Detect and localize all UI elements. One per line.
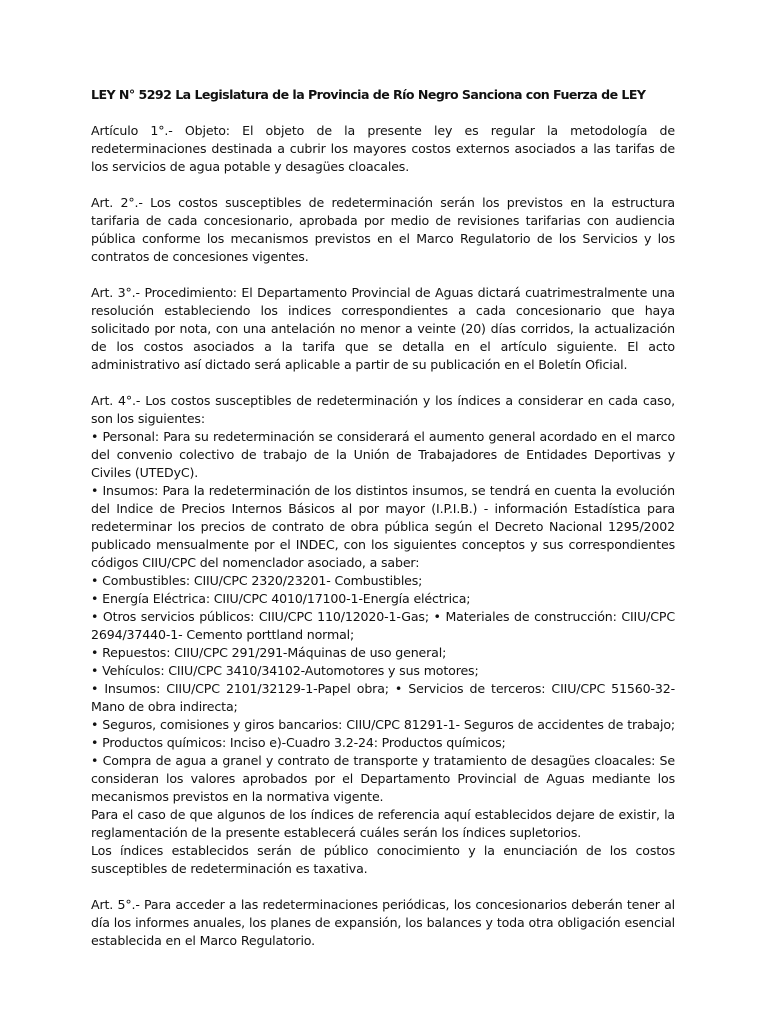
article-4-seguros: • Seguros, comisiones y giros bancarios: CIIU/CPC 81291-1- Seguros de accidentes de trabajo; • Productos químicos: Inciso e)-Cuadro 3.2-24: Productos químicos; (91, 717, 675, 750)
article-4-combustibles: • Combustibles: CIIU/CPC 2320/23201- Combustibles; (91, 573, 423, 588)
paragraph-gap (91, 266, 675, 284)
law-title: LEY N° 5292 La Legislatura de la Provincia de Río Negro Sanciona con Fuerza de LEY (91, 87, 646, 102)
article-4-personal: • Personal: Para su redeterminación se considerará el aumento general acordado en el marco del convenio colectivo de trabajo de la Unión de Trabajadores de Entidades Deportivas y Civiles (UTEDyC). (91, 429, 675, 480)
article-2: Art. 2°.- Los costos susceptibles de redeterminación serán los previstos en la estructura tarifaria de cada concesionario, aprobada por medio de revisiones tarifarias con audiencia pública conforme los mecanismos previstos en el Marco Regulatorio de los Servicios y los contratos de concesiones vigentes. (91, 195, 675, 264)
article-4-caso: Para el caso de que algunos de los índices de referencia aquí establecidos dejare de existir, la reglamentación de la presente establecerá cuáles serán los índices supletorios. (91, 807, 675, 840)
document-page (91, 86, 675, 950)
article-4-insumos: • Insumos: Para la redeterminación de los distintos insumos, se tendrá en cuenta la evolución del Indice de Precios Internos Básicos al por mayor (I.P.I.B.) - información Estadística para redeterminar los precios de contrato de obra pública según el Decreto Nacional 1295/2002 publicado mensualmente por el INDEC, con los siguientes conceptos y sus correspondientes códigos CIIU/CPC del nomenclador asociado, a saber: (91, 483, 675, 570)
article-1: Artículo 1°.- Objeto: El objeto de la presente ley es regular la metodología de redeterminaciones destinada a cubrir los mayores costos externos asociados a las tarifas de los servicios de agua potable y desagües cloacales. (91, 123, 675, 174)
paragraph-gap (91, 176, 675, 194)
article-4-repuestos: • Repuestos: CIIU/CPC 291/291-Máquinas de uso general; (91, 645, 447, 660)
paragraph-gap (91, 374, 675, 392)
article-4-intro: Art. 4°.- Los costos susceptibles de redeterminación y los índices a considerar en cada caso, son los siguientes: (91, 393, 675, 426)
article-4-energia: • Energía Eléctrica: CIIU/CPC 4010/17100-1-Energía eléctrica; (91, 591, 471, 606)
article-4-publicos: Los índices establecidos serán de público conocimiento y la enunciación de los costos susceptibles de redeterminación es taxativa. (91, 843, 675, 876)
article-4-compra-agua: • Compra de agua a granel y contrato de transporte y tratamiento de desagües cloacales: Se consideran los valores aprobados por el Departamento Provincial de Aguas mediante los mecanismos previstos en la normativa vigente. (91, 753, 675, 804)
article-4-vehiculos: • Vehículos: CIIU/CPC 3410/34102-Automotores y sus motores; (91, 663, 479, 678)
article-3: Art. 3°.- Procedimiento: El Departamento Provincial de Aguas dictará cuatrimestralmente una resolución estableciendo los indices correspondientes a cada concesionario que haya solicitado por nota, con una antelación no menor a veinte (20) días corridos, la actualización de los costos asociados a la tarifa que se detalla en el artículo siguiente. El acto administrativo así dictado será aplicable a partir de su publicación en el Boletín Oficial. (91, 285, 675, 372)
article-4-otros-servicios: • Otros servicios públicos: CIIU/CPC 110/12020-1-Gas; • Materiales de construcción: CIIU/CPC 2694/37440-1- Cemento porttland normal; (91, 609, 675, 642)
paragraph-gap (91, 878, 675, 896)
article-4-insumos-2: • Insumos: CIIU/CPC 2101/32129-1-Papel obra; • Servicios de terceros: CIIU/CPC 51560-32-Mano de obra indirecta; (91, 681, 675, 714)
article-5: Art. 5°.- Para acceder a las redeterminaciones periódicas, los concesionarios deberán tener al día los informes anuales, los planes de expansión, los balances y toda otra obligación esencial establecida en el Marco Regulatorio. (91, 897, 675, 948)
